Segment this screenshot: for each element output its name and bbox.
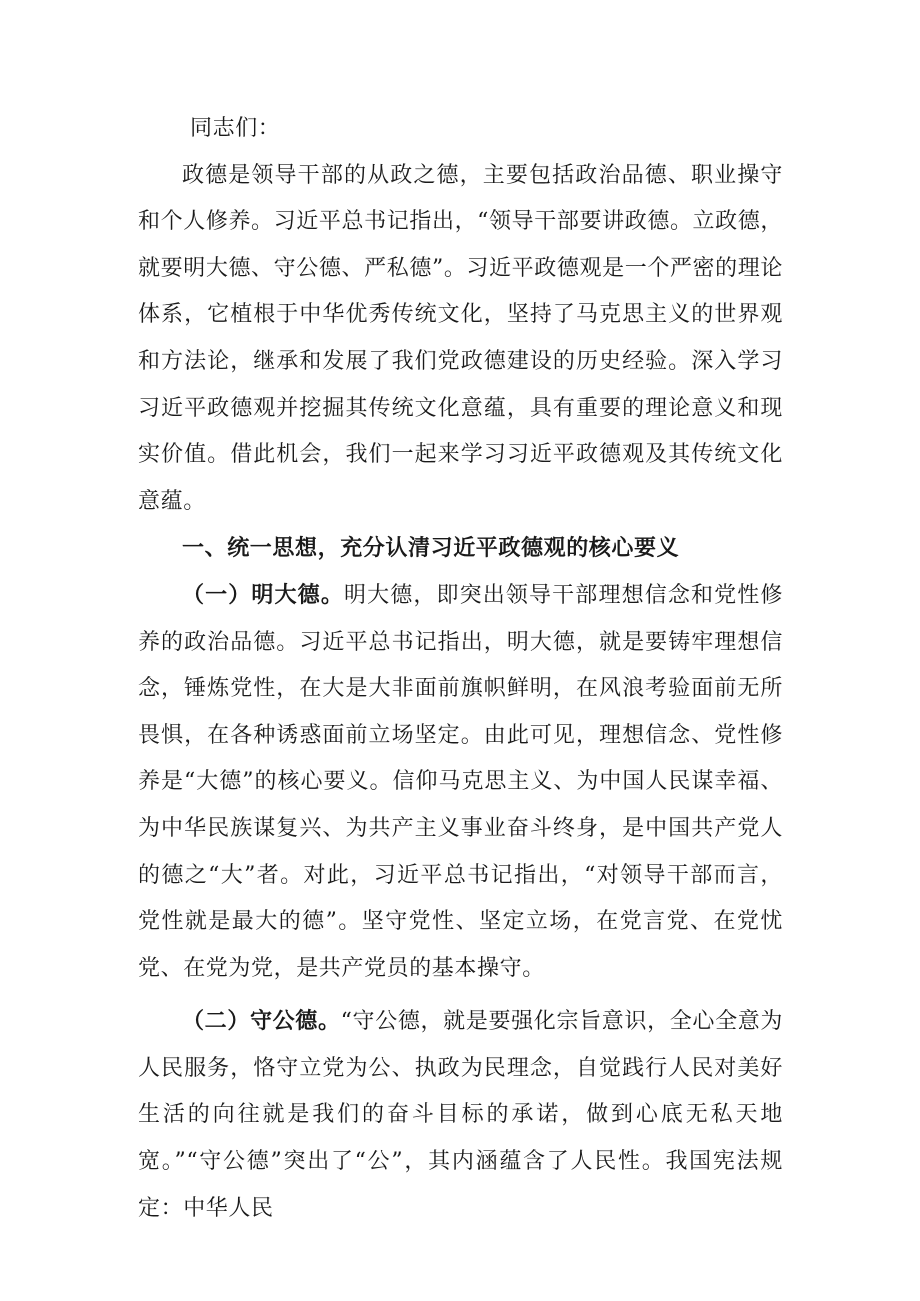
subsection-1-title: （一）明大德。 <box>182 581 344 608</box>
intro-paragraph: 政德是领导干部的从政之德，主要包括政治品德、职业操守和个人修养。习近平总书记指出，“领导干部要讲政德。立政德，就要明大德、守公德、严私德”。习近平政德观是一个严密的理论体系，它植根于中华优秀传统文化，坚持了马克思主义的世界观和方法论，继承和发展了我们党政德建设的历史经验。深入学习习近平政德观并挖掘其传统文化意蕴，具有重要的理论意义和现实价值。借此机会，我们一起来学习习近平政德观及其传统文化意蕴。 <box>138 162 783 514</box>
subsection-1-body: 明大德，即突出领导干部理想信念和党性修养的政治品德。习近平总书记指出，明大德，就是要铸牢理想信念，锤炼党性，在大是大非面前旗帜鲜明，在风浪考验面前无所畏惧，在各种诱惑面前立场坚定。由此可见，理想信念、党性修养是“大德”的核心要义。信仰马克思主义、为中国人民谋幸福、为中华民族谋复兴、为共产主义事业奋斗终身，是中国共产党人的德之“大”者。对此，习近平总书记指出，“对领导干部而言，党性就是最大的德”。坚守党性、坚定立场，在党言党、在党忧党、在党为党，是共产党员的基本操守。 <box>138 582 783 981</box>
subsection-2-paragraph <box>138 998 783 1232</box>
section-heading-1: 一、统一思想，充分认清习近平政德观的核心要义 <box>182 535 680 562</box>
salutation: 同志们： <box>190 116 281 141</box>
subsection-1-paragraph <box>138 572 783 992</box>
subsection-2-body: “守公德，就是要强化宗旨意识，全心全意为人民服务，恪守立党为公、执政为民理念，自觉践行人民对美好生活的向往就是我们的奋斗目标的承诺，做到心底无私天地宽。”“守公德”突出了“公”，其内涵蕴含了人民性。我国宪法规定：中华人民 <box>138 1009 784 1221</box>
subsection-2-title: （二）守公德。 <box>182 1008 341 1035</box>
